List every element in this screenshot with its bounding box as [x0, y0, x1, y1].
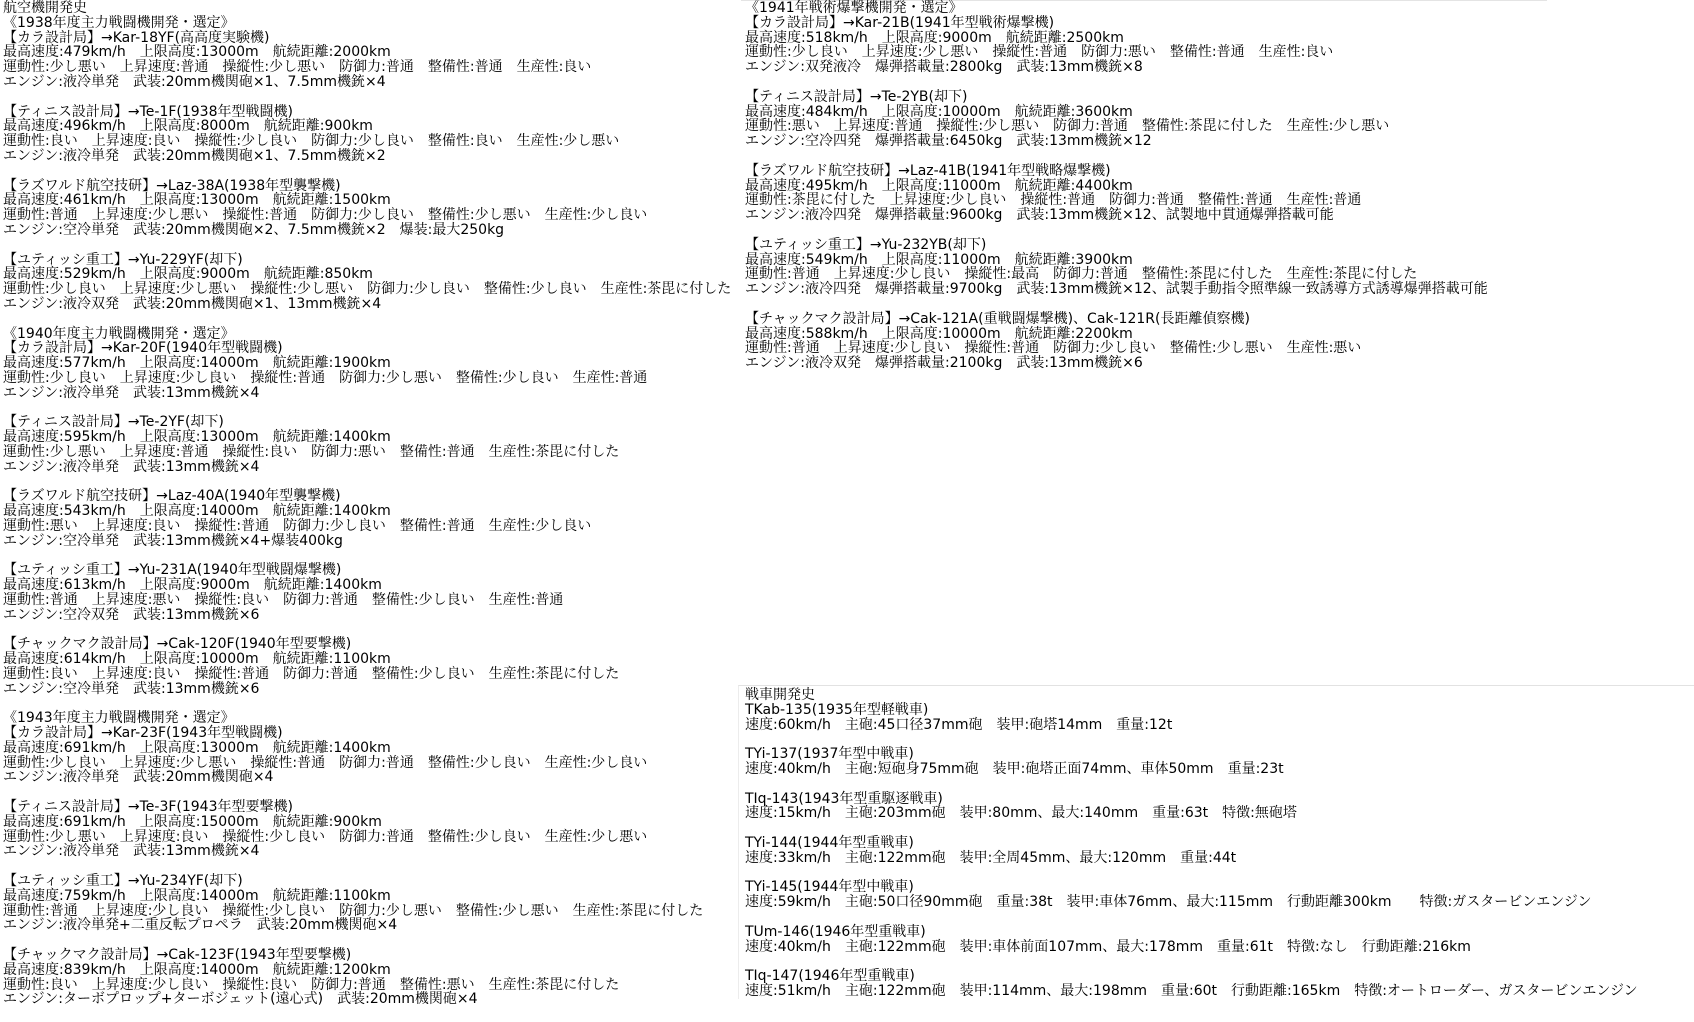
competition-heading: 《1943年度主力戦闘機開発・選定》: [3, 710, 235, 727]
section-title: 航空機開発史: [3, 0, 87, 16]
competition-heading: 《1940年度主力戦闘機開発・選定》: [3, 325, 235, 342]
spec-line: 最高速度:479km/h 上限高度:13000m 航続距離:2000km: [3, 44, 391, 61]
spec-line: エンジン:液冷単発 武装:20mm機関砲×4: [3, 769, 274, 786]
designer-line: 【ティニス設計局】→Te-2YB(却下): [745, 88, 968, 105]
blank-line: [745, 732, 1694, 747]
designer-line: 【ラズワルド航空技研】→Laz-41B(1941年型戦略爆撃機): [745, 162, 1111, 179]
spec-line: 最高速度:549km/h 上限高度:11000m 航続距離:3900km: [745, 251, 1133, 268]
blank-line: [745, 910, 1694, 925]
spec-line: エンジン:液冷四発 爆弾搭載量:9700kg 武装:13mm機銃×12、試製手動指令照準線一致誘導方式誘導爆弾搭載可能: [745, 281, 1488, 298]
spec-line: 最高速度:484km/h 上限高度:10000m 航続距離:3600km: [745, 103, 1133, 120]
spec-line: 最高速度:691km/h 上限高度:13000m 航続距離:1400km: [3, 739, 391, 756]
spec-line: エンジン:液冷単発 武装:13mm機銃×4: [3, 458, 260, 475]
spec-line: エンジン:液冷双発 爆弾搭載量:2100kg 武装:13mm機銃×6: [745, 355, 1143, 372]
spec-line: エンジン:空冷単発 武装:13mm機銃×6: [3, 680, 260, 697]
spec-line: エンジン:空冷単発 武装:13mm機銃×4+爆装400kg: [3, 532, 343, 549]
designer-line: 【カラ設計局】→Kar-23F(1943年型戦闘機): [3, 725, 283, 742]
designer-line: 【チャックマク設計局】→Cak-121A(重戦闘爆撃機)、Cak-121R(長距離偵察機): [745, 310, 1250, 327]
spec-line: エンジン:液冷単発 武装:20mm機関砲×1、7.5mm機銃×2: [3, 147, 386, 164]
spec-line: 運動性:普通 上昇速度:少し悪い 操縦性:普通 防御力:少し良い 整備性:少し悪い 生産性:少し良い: [3, 207, 648, 224]
spec-line: 最高速度:461km/h 上限高度:13000m 航続距離:1500km: [3, 192, 391, 209]
aircraft-history-left-column: [3, 1, 739, 1022]
designer-line: 【ラズワルド航空技研】→Laz-38A(1938年型襲撃機): [3, 177, 341, 194]
blank-line: [3, 933, 739, 948]
tank-model-line: TYi-137(1937年型中戦車): [745, 746, 914, 763]
blank-line: [3, 859, 739, 874]
designer-line: 【ユティッシ重工】→Yu-234YF(却下): [3, 873, 243, 890]
designer-line: 【チャックマク設計局】→Cak-120F(1940年型要撃機): [3, 636, 352, 653]
spec-line: 最高速度:614km/h 上限高度:10000m 航続距離:1100km: [3, 651, 391, 668]
spec-line: 最高速度:759km/h 上限高度:14000m 航続距離:1100km: [3, 887, 391, 904]
spec-line: エンジン:空冷双発 武装:13mm機銃×6: [3, 606, 260, 623]
blank-line: [745, 821, 1694, 836]
tank-model-line: TUm-146(1946年型重戦車): [745, 923, 926, 940]
spec-line: 運動性:普通 上昇速度:少し良い 操縦性:少し良い 防御力:少し悪い 整備性:少し悪い 生産性:茶毘に付した: [3, 902, 704, 919]
spec-line: 運動性:悪い 上昇速度:普通 操縦性:少し悪い 防御力:普通 整備性:茶毘に付した 生産性:少し悪い: [745, 118, 1390, 135]
spec-line: 最高速度:496km/h 上限高度:8000m 航続距離:900km: [3, 118, 373, 135]
tank-model-line: TYi-144(1944年型重戦車): [745, 834, 914, 851]
designer-line: 【ユティッシ重工】→Yu-231A(1940年型戦闘爆撃機): [3, 562, 342, 579]
spec-line: 最高速度:529km/h 上限高度:9000m 航続距離:850km: [3, 266, 373, 283]
blank-line: [3, 90, 739, 105]
competition-heading: 《1941年戦術爆撃機開発・選定》: [745, 0, 963, 16]
designer-line: 【ティニス設計局】→Te-3F(1943年型要撃機): [3, 799, 293, 816]
tank-history-block: [738, 685, 1694, 999]
spec-line: 運動性:普通 上昇速度:少し良い 操縦性:最高 防御力:普通 整備性:茶毘に付した 生産性:茶毘に付した: [745, 266, 1418, 283]
spec-line: エンジン:液冷四発 爆弾搭載量:9600kg 武装:13mm機銃×12、試製地中貫通爆弾搭載可能: [745, 207, 1334, 224]
tank-model-line: TIq-143(1943年型重駆逐戦車): [745, 790, 943, 807]
spec-line: 最高速度:839km/h 上限高度:14000m 航続距離:1200km: [3, 961, 391, 978]
blank-line: [745, 954, 1694, 969]
bomber-history-right-column: [745, 1, 1605, 386]
spec-line: 運動性:良い 上昇速度:良い 操縦性:少し良い 防御力:少し良い 整備性:良い 生産性:少し悪い: [3, 133, 620, 150]
spec-line: エンジン:液冷双発 武装:20mm機関砲×1、13mm機銃×4: [3, 295, 382, 312]
spec-line: 最高速度:595km/h 上限高度:13000m 航続距離:1400km: [3, 429, 391, 446]
blank-line: [3, 238, 739, 253]
spec-line: エンジン:双発液冷 爆弾搭載量:2800kg 武装:13mm機銃×8: [745, 59, 1143, 76]
blank-line: [3, 312, 739, 327]
spec-line: 運動性:良い 上昇速度:良い 操縦性:普通 防御力:普通 整備性:少し良い 生産性:茶毘に付した: [3, 665, 620, 682]
spec-line: 運動性:少し良い 上昇速度:少し良い 操縦性:普通 防御力:少し悪い 整備性:少し良い 生産性:普通: [3, 369, 648, 386]
spec-line: エンジン:液冷単発 武装:13mm機銃×4: [3, 384, 260, 401]
spec-line: 速度:33km/h 主砲:122mm砲 装甲:全周45mm、最大:120mm 重量:44t: [745, 849, 1237, 866]
designer-line: 【ユティッシ重工】→Yu-229YF(却下): [3, 251, 243, 268]
tank-model-line: TYi-145(1944年型中戦車): [745, 879, 914, 896]
spec-line: 最高速度:613km/h 上限高度:9000m 航続距離:1400km: [3, 577, 382, 594]
designer-line: 【ラズワルド航空技研】→Laz-40A(1940年型襲撃機): [3, 488, 341, 505]
spec-line: 運動性:良い 上昇速度:少し良い 操縦性:良い 防御力:普通 整備性:悪い 生産性:茶毘に付した: [3, 976, 620, 993]
spec-line: 運動性:少し悪い 上昇速度:普通 操縦性:良い 防御力:悪い 整備性:普通 生産性:茶毘に付した: [3, 443, 620, 460]
spec-line: エンジン:ターボプロップ+ターボジェット(遠心式) 武装:20mm機関砲×4: [3, 991, 478, 1008]
designer-line: 【ティニス設計局】→Te-2YF(却下): [3, 414, 224, 431]
blank-line: [745, 223, 1605, 238]
designer-line: 【カラ設計局】→Kar-20F(1940年型戦闘機): [3, 340, 283, 357]
designer-line: 【ティニス設計局】→Te-1F(1938年型戦闘機): [3, 103, 293, 120]
blank-line: [745, 371, 1605, 386]
spec-line: 速度:51km/h 主砲:122mm砲 装甲:114mm、最大:198mm 重量:60t 行動距離:165km 特徴:オートローダー、ガスタービンエンジン: [745, 982, 1638, 999]
spec-line: 最高速度:543km/h 上限高度:14000m 航続距離:1400km: [3, 503, 391, 520]
blank-line: [3, 1007, 739, 1022]
tank-model-line: TKab-135(1935年型軽戦車): [745, 701, 929, 718]
designer-line: 【カラ設計局】→Kar-21B(1941年型戦術爆撃機): [745, 14, 1055, 31]
designer-line: 【チャックマク設計局】→Cak-123F(1943年型要撃機): [3, 947, 352, 963]
spec-line: 運動性:普通 上昇速度:少し良い 操縦性:普通 防御力:少し良い 整備性:少し悪い 生産性:悪い: [745, 340, 1362, 357]
spec-line: 最高速度:518km/h 上限高度:9000m 航続距離:2500km: [745, 29, 1124, 46]
spec-line: 速度:59km/h 主砲:50口径90mm砲 重量:38t 装甲:車体76mm、最大:115mm 行動距離300km 特徴:ガスタービンエンジン: [745, 894, 1592, 911]
spec-line: 運動性:少し良い 上昇速度:少し悪い 操縦性:普通 防御力:悪い 整備性:普通 生産性:良い: [745, 44, 1334, 61]
section-title: 戦車開発史: [745, 687, 815, 703]
spec-line: 運動性:少し悪い 上昇速度:普通 操縦性:少し悪い 防御力:普通 整備性:普通 生産性:良い: [3, 59, 592, 76]
spec-line: 運動性:普通 上昇速度:悪い 操縦性:良い 防御力:普通 整備性:少し良い 生産性:普通: [3, 591, 564, 608]
spec-line: エンジン:空冷単発 武装:20mm機関砲×2、7.5mm機銃×2 爆装:最大250kg: [3, 221, 505, 238]
spec-line: 最高速度:577km/h 上限高度:14000m 航続距離:1900km: [3, 355, 391, 372]
spec-line: 速度:60km/h 主砲:45口径37mm砲 装甲:砲塔14mm 重量:12t: [745, 716, 1173, 733]
spec-line: 最高速度:691km/h 上限高度:15000m 航続距離:900km: [3, 813, 382, 830]
designer-line: 【カラ設計局】→Kar-18YF(高高度実験機): [3, 29, 270, 46]
spec-line: 速度:40km/h 主砲:122mm砲 装甲:車体前面107mm、最大:178mm 重量:61t 特徴:なし 行動距離:216km: [745, 938, 1471, 955]
spec-line: 運動性:少し悪い 上昇速度:良い 操縦性:少し良い 防御力:普通 整備性:少し良い 生産性:少し悪い: [3, 828, 648, 845]
blank-line: [3, 785, 739, 800]
competition-heading: 《1938年度主力戦闘機開発・選定》: [3, 14, 235, 31]
spec-line: 速度:40km/h 主砲:短砲身75mm砲 装甲:砲塔正面74mm、車体50mm 重量:23t: [745, 760, 1284, 777]
blank-line: [745, 297, 1605, 312]
blank-line: [745, 149, 1605, 164]
spec-line: 最高速度:588km/h 上限高度:10000m 航続距離:2200km: [745, 325, 1133, 342]
designer-line: 【ユティッシ重工】→Yu-232YB(却下): [745, 236, 987, 253]
spec-line: エンジン:空冷四発 爆弾搭載量:6450kg 武装:13mm機銃×12: [745, 133, 1152, 150]
spec-line: 運動性:少し良い 上昇速度:少し悪い 操縦性:少し悪い 防御力:少し良い 整備性:少し良い 生産性:茶毘に付した: [3, 281, 732, 298]
tank-model-line: TIq-147(1946年型重戦車): [745, 968, 915, 985]
spec-line: エンジン:液冷単発+二重反転プロペラ 武装:20mm機関砲×4: [3, 917, 398, 934]
blank-line: [3, 164, 739, 179]
spec-line: エンジン:液冷単発 武装:20mm機関砲×1、7.5mm機銃×4: [3, 73, 386, 90]
spec-line: 運動性:茶毘に付した 上昇速度:少し良い 操縦性:普通 防御力:普通 整備性:普通 生産性:普通: [745, 192, 1362, 209]
spec-line: エンジン:液冷単発 武装:13mm機銃×4: [3, 843, 260, 860]
spec-line: 運動性:悪い 上昇速度:良い 操縦性:普通 防御力:少し良い 整備性:普通 生産性:少し良い: [3, 517, 592, 534]
blank-line: [745, 75, 1605, 90]
blank-line: [745, 777, 1694, 792]
spec-line: 運動性:少し良い 上昇速度:少し悪い 操縦性:普通 防御力:普通 整備性:少し良い 生産性:少し良い: [3, 754, 648, 771]
spec-line: 最高速度:495km/h 上限高度:11000m 航続距離:4400km: [745, 177, 1133, 194]
spec-line: 速度:15km/h 主砲:203mm砲 装甲:80mm、最大:140mm 重量:63t 特徴:無砲塔: [745, 805, 1297, 822]
